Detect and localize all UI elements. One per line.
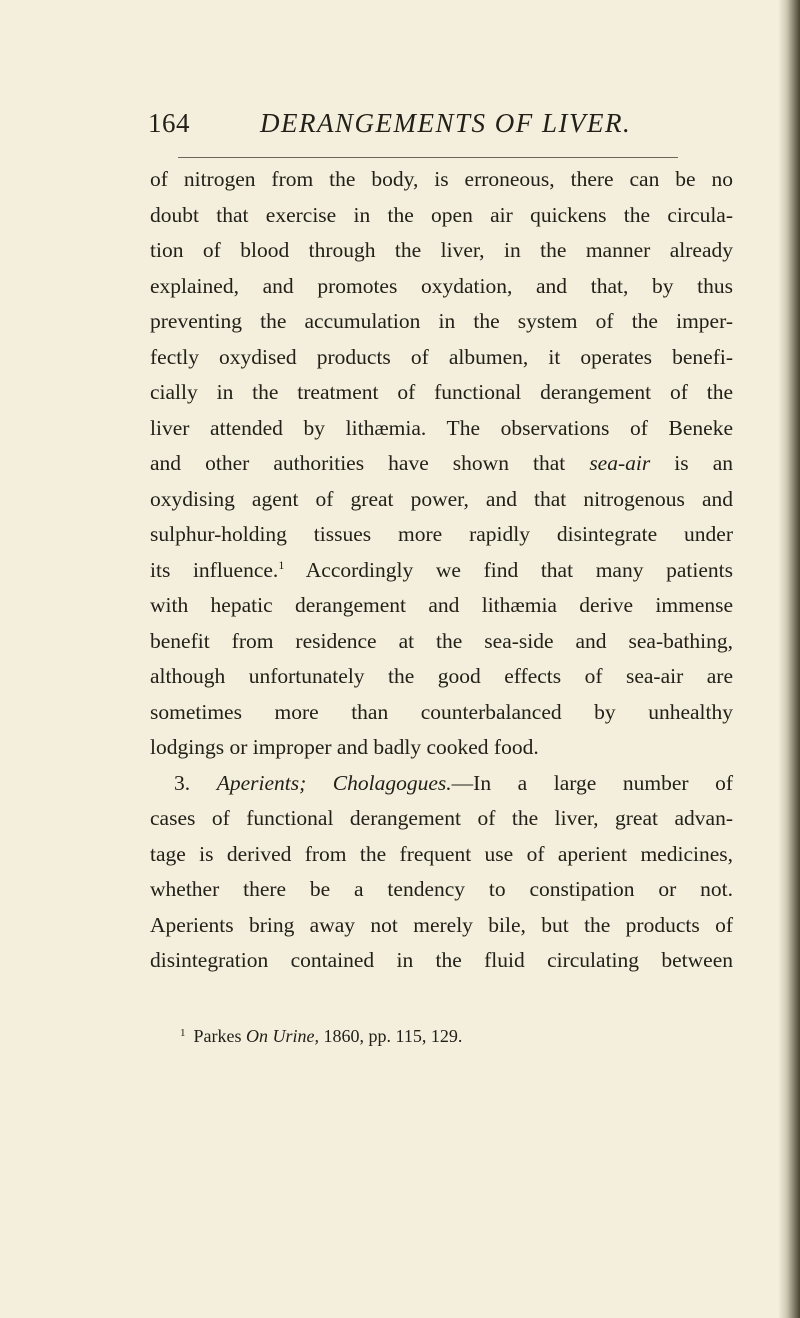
text-line: whether there be a tendency to constipation or not. — [150, 877, 733, 901]
text-segment: Accordingly we find that many patients — [284, 557, 733, 582]
text-line — [150, 553, 733, 589]
text-line — [150, 446, 733, 482]
footnote-details: 1860, pp. 115, 129. — [323, 1026, 463, 1046]
section-heading: Aperients; Cholagogues. — [216, 770, 452, 795]
running-head: DERANGEMENTS OF LIVER. — [260, 108, 632, 138]
page-edge-shadow — [778, 0, 800, 1318]
text-line: of nitrogen from the body, is erroneous, there can be no — [150, 167, 733, 191]
footnote-author: Parkes — [193, 1026, 242, 1046]
text-line: oxydising agent of great power, and that nitrogenous and — [150, 486, 733, 511]
text-line: lodgings or improper and badly cooked food. — [150, 735, 539, 759]
section-heading-line — [150, 766, 733, 802]
text-line: sulphur-holding tissues more rapidly disintegrate under — [150, 522, 733, 546]
text-line: explained, and promotes oxydation, and that, by thus — [150, 273, 733, 298]
footnote — [180, 1024, 740, 1048]
page-header — [148, 108, 748, 148]
header-rule — [178, 157, 678, 158]
text-line: doubt that exercise in the open air quickens the circula- — [150, 202, 733, 227]
page-number: 164 — [148, 108, 190, 138]
text-line: with hepatic derangement and lithæmia derive immense — [150, 593, 733, 617]
text-line: disintegration contained in the fluid circulating between — [150, 948, 733, 972]
text-line: tage is derived from the frequent use of aperient medicines, — [150, 841, 733, 866]
footnote-marker: 1 — [180, 1027, 186, 1039]
italic-term: sea-air — [589, 451, 651, 475]
text-segment: and other authorities have shown that — [150, 451, 590, 475]
text-line: Aperients bring away not merely bile, but the products of — [150, 912, 733, 937]
text-line: although unfortunately the good effects of sea-air are — [150, 664, 733, 688]
text-line: sometimes more than counterbalanced by unhealthy — [150, 699, 733, 724]
text-line: benefit from residence at the sea-side and sea-bathing, — [150, 628, 733, 653]
text-line: preventing the accumulation in the system of the imper- — [150, 309, 733, 333]
text-segment: —In a large number of — [451, 770, 733, 795]
footnote-title: On Urine, — [246, 1026, 319, 1046]
text-segment: its influence. — [150, 557, 279, 582]
footnote-reference: 1 — [278, 557, 285, 572]
body-text — [150, 162, 733, 979]
text-segment: is an — [650, 451, 733, 475]
text-line: cases of functional derangement of the liver, great advan- — [150, 806, 733, 830]
text-line: liver attended by lithæmia. The observations of Beneke — [150, 415, 733, 440]
section-number: 3. — [174, 770, 191, 795]
text-line: fectly oxydised products of albumen, it operates benefi- — [150, 344, 733, 369]
text-line: tion of blood through the liver, in the manner already — [150, 238, 733, 262]
text-line: cially in the treatment of functional derangement of the — [150, 380, 733, 404]
